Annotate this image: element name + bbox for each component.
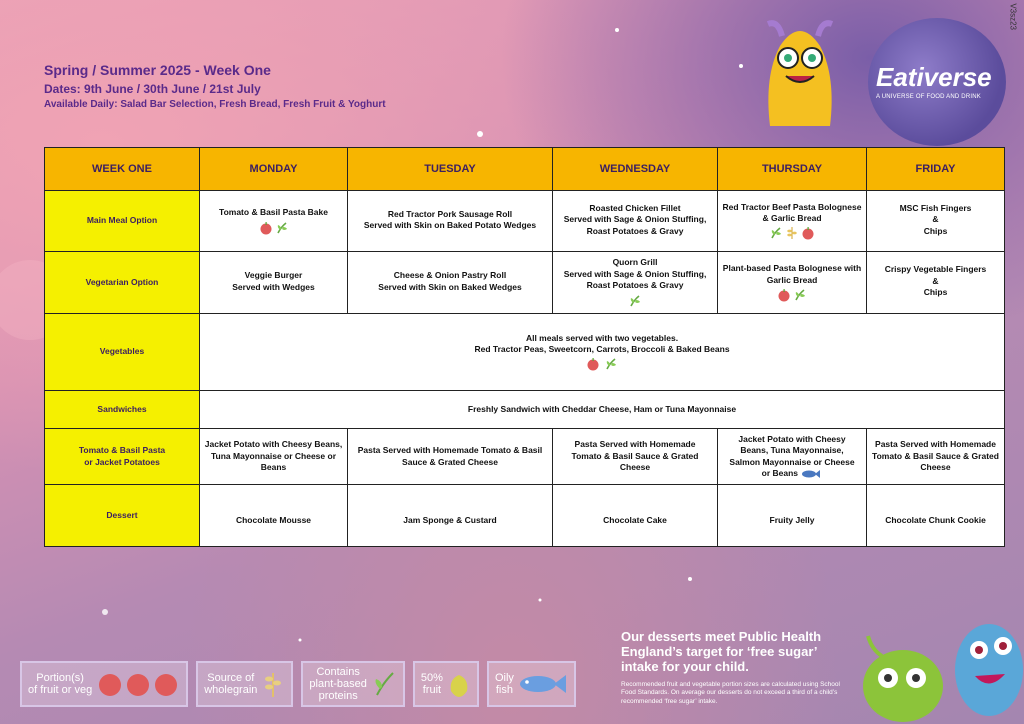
menu-cell: [867, 191, 1005, 252]
half-fruit-icon: [447, 669, 471, 699]
legend-label: Oily fish: [494, 671, 514, 696]
col-header-monday: MONDAY: [200, 148, 348, 191]
fruit-veg-icon: [586, 357, 600, 371]
oily-fish-icon: [518, 672, 568, 696]
menu-item-text: Crispy Vegetable Fingers & Chips: [884, 264, 987, 298]
menu-header: [44, 62, 386, 110]
table-row: [45, 429, 1005, 485]
table-row: [45, 391, 1005, 429]
table-header-row: [45, 148, 1005, 191]
menu-cell: [718, 191, 867, 252]
plant-protein-icon: [769, 226, 783, 240]
cell-icons: [720, 226, 864, 240]
legend-label: Source of wholegrain: [204, 671, 258, 696]
cell-icons: [202, 357, 1002, 371]
menu-item-text: Red Tractor Pork Sausage Roll Served with Skin on Baked Potato Wedges: [363, 208, 537, 230]
row-label-sandwiches: Sandwiches: [45, 391, 200, 429]
menu-item-text: Tomato & Basil Pasta Bake: [219, 207, 328, 218]
menu-cell: Chocolate Mousse: [200, 485, 348, 547]
menu-cell: [348, 252, 553, 314]
menu-cell: Chocolate Chunk Cookie: [867, 485, 1005, 547]
menu-item-text: Jacket Potato with Cheesy Beans, Tuna Mayonnaise, Salmon Mayonnaise or Cheese or Beans: [729, 433, 855, 478]
legend-plant-protein: [301, 661, 405, 707]
menu-cell: Jacket Potato with Cheesy Beans, Tuna Mayonnaise or Cheese or Beans: [200, 429, 348, 485]
logo-tagline: A UNIVERSE OF FOOD AND DRINK: [876, 94, 981, 100]
legend-label: Portion(s) of fruit or veg: [28, 671, 93, 696]
wholegrain-icon: [785, 226, 799, 240]
note-headline: Our desserts meet Public Health England’s target for ‘free sugar’ intake for your child.: [621, 629, 822, 674]
legend-label: Contains plant-based proteins: [309, 665, 367, 703]
menu-cell: [553, 252, 718, 314]
table-row: [45, 191, 1005, 252]
menu-dates: Dates: 9th June / 30th June / 21st July: [44, 82, 261, 96]
fruit-veg-icon: [777, 288, 791, 302]
row-label-main-meal: Main Meal Option: [45, 191, 200, 252]
row-label-pasta-jacket: Tomato & Basil Pasta or Jacket Potatoes: [45, 429, 200, 485]
col-header-week: WEEK ONE: [45, 148, 200, 191]
row-label-dessert: Dessert: [45, 485, 200, 547]
fruit-veg-icon: [801, 226, 815, 240]
menu-cell: Fruity Jelly: [718, 485, 867, 547]
menu-cell: Pasta Served with Homemade Tomato & Basil Sauce & Grated Cheese: [553, 429, 718, 485]
table-row: [45, 485, 1005, 547]
oily-fish-icon: [801, 469, 821, 479]
menu-cell: [553, 191, 718, 252]
daily-options: Available Daily: Salad Bar Selection, Fresh Bread, Fresh Fruit & Yoghurt: [44, 99, 386, 110]
wholegrain-icon: [261, 669, 285, 699]
cell-icons: [720, 288, 864, 302]
weekly-menu-table: [44, 147, 1005, 547]
menu-item-text: Red Tractor Beef Pasta Bolognese & Garlic Bread: [722, 201, 862, 223]
vegetables-cell: [200, 314, 1005, 391]
legend-half-fruit: [413, 661, 479, 707]
plant-protein-icon: [604, 357, 618, 371]
legend-fruit-veg: [20, 661, 188, 707]
menu-item-text: Quorn Grill Served with Sage & Onion Stuffing, Roast Potatoes & Gravy: [563, 257, 707, 291]
monster-mascot-icon: [760, 16, 840, 128]
legend-wholegrain: [196, 661, 293, 707]
eativerse-logo: [868, 18, 1006, 146]
version-code: V3sz23: [1009, 3, 1018, 30]
menu-cell: [200, 252, 348, 314]
menu-cell: Jam Sponge & Custard: [348, 485, 553, 547]
fruit-veg-icon: [96, 669, 180, 699]
menu-cell: [348, 191, 553, 252]
table-row: [45, 314, 1005, 391]
menu-item-text: Plant-based Pasta Bolognese with Garlic Bread: [722, 263, 862, 285]
menu-cell: Chocolate Cake: [553, 485, 718, 547]
plant-protein-icon: [275, 221, 289, 235]
fruit-veg-icon: [259, 221, 273, 235]
plant-protein-icon: [628, 294, 642, 308]
menu-item-text: Cheese & Onion Pastry Roll Served with Skin on Baked Wedges: [378, 270, 522, 292]
legend-label: 50% fruit: [420, 671, 443, 696]
menu-item-text: MSC Fish Fingers & Chips: [899, 202, 972, 236]
cell-icons: [555, 294, 715, 308]
plant-protein-icon: [793, 288, 807, 302]
row-label-vegetarian: Vegetarian Option: [45, 252, 200, 314]
menu-cell: [718, 429, 867, 485]
menu-cell: Pasta Served with Homemade Tomato & Basil Sauce & Grated Cheese: [867, 429, 1005, 485]
logo-brand: Eativerse: [876, 62, 992, 92]
free-sugar-note: [621, 630, 851, 706]
cell-icons: [202, 221, 345, 235]
col-header-wednesday: WEDNESDAY: [553, 148, 718, 191]
plant-protein-icon: [371, 669, 397, 699]
row-label-vegetables: Vegetables: [45, 314, 200, 391]
col-header-tuesday: TUESDAY: [348, 148, 553, 191]
table-row: [45, 252, 1005, 314]
note-small-print: Recommended fruit and vegetable portion sizes are calculated using School Food Standards. On average our desserts do not exceed a third of a child’s recommended ‘free sugar’ intake.: [621, 680, 840, 705]
blue-alien-mascot-icon: [945, 600, 1024, 724]
menu-item-text: Roasted Chicken Fillet Served with Sage & Onion Stuffing, Roast Potatoes & Gravy: [563, 202, 707, 236]
nutrition-legend: [20, 661, 576, 707]
legend-oily-fish: [487, 661, 576, 707]
vegetables-line1: All meals served with two vegetables.: [525, 332, 679, 343]
menu-cell: Pasta Served with Homemade Tomato & Basil Sauce & Grated Cheese: [348, 429, 553, 485]
menu-cell: [718, 252, 867, 314]
green-alien-mascot-icon: [858, 626, 948, 724]
menu-cell: [867, 252, 1005, 314]
vegetables-line2: Red Tractor Peas, Sweetcorn, Carrots, Broccoli & Baked Beans: [474, 344, 730, 354]
page-title: Spring / Summer 2025 - Week One: [44, 62, 271, 78]
menu-cell: [200, 191, 348, 252]
menu-item-text: Veggie Burger Served with Wedges: [232, 270, 315, 292]
sandwiches-cell: Freshly Sandwich with Cheddar Cheese, Ham or Tuna Mayonnaise: [200, 391, 1005, 429]
col-header-thursday: THURSDAY: [718, 148, 867, 191]
col-header-friday: FRIDAY: [867, 148, 1005, 191]
